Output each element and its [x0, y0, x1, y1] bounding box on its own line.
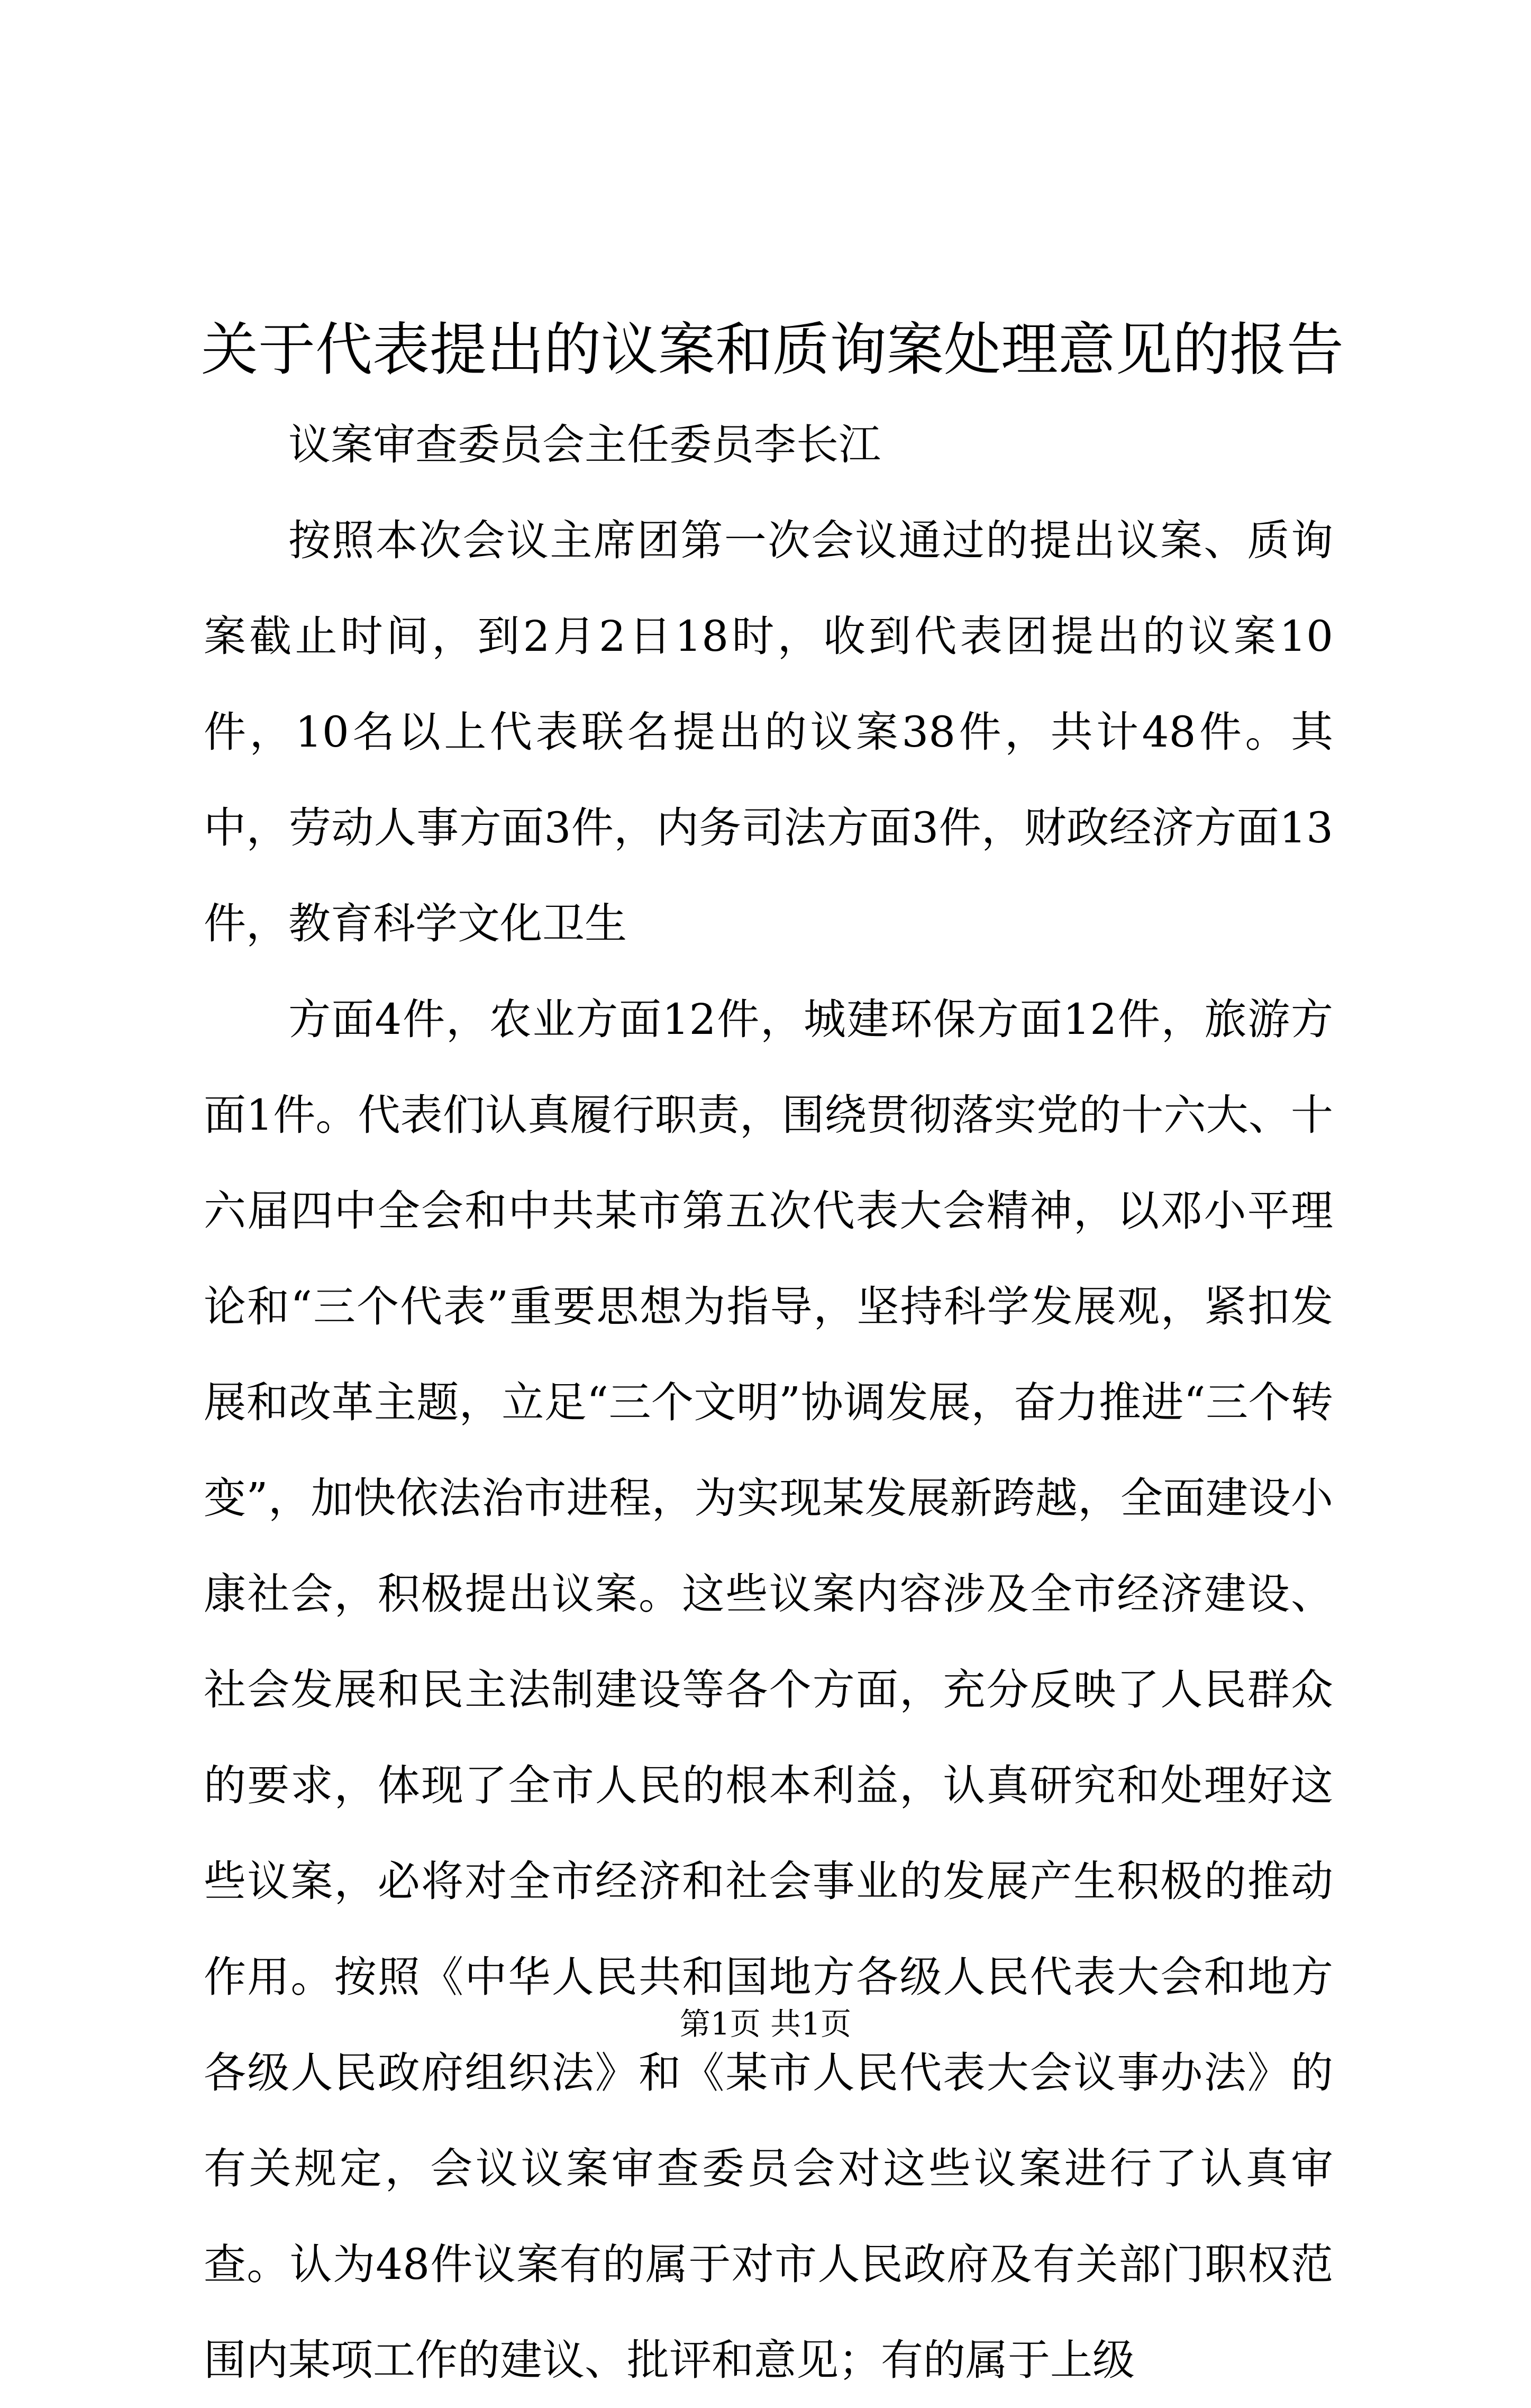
page-footer: 第1页 共1页	[679, 2006, 852, 2042]
document-title: 关于代表提出的议案和质询案处理意见的报告	[201, 317, 1344, 384]
paragraph-2: 方面4件，农业方面12件，城建环保方面12件，旅游方面1件。代表们认真履行职责，围绕贯彻落实党的十六大、十六届四中全会和中共某市第五次代表大会精神，以邓小平理论和“三个代表”重要思想为指导，坚持科学发展观，紧扣发展和改革主题，立足“三个文明”协调发展，奋力推进“三个转变”，加快依法治市进程，为实现某发展新跨越，全面建设小康社会，积极提出议案。这些议案内容涉及全市经济建设、社会发展和民主法制建设等各个方面，充分反映了人民群众的要求，体现了全市人民的根本利益，认真研究和处理好这些议案，必将对全市经济和社会事业的发展产生积极的推动作用。按照《中华人民共和国地方各级人民代表大会和地方各级人民政府组织法》和《某市人民代表大会议事办法》的有关规定，会议议案审查委员会对这些议案进行了认真审查。认为48件议案有的属于对市人民政府及有关部门职权范围内某项工作的建议、批评和意见；有的属于上级	[204, 995, 1333, 2385]
paragraph-1: 按照本次会议主席团第一次会议通过的提出议案、质询案截止时间，到2月2日18时，收到代表团提出的议案10件，10名以上代表联名提出的议案38件，共计48件。其中，劳动人事方面3件，内务司法方面3件，财政经济方面13件，教育科学文化卫生	[204, 516, 1333, 948]
author-line: 议案审查委员会主任委员李长江	[288, 420, 881, 469]
document-body	[204, 328, 1333, 2408]
